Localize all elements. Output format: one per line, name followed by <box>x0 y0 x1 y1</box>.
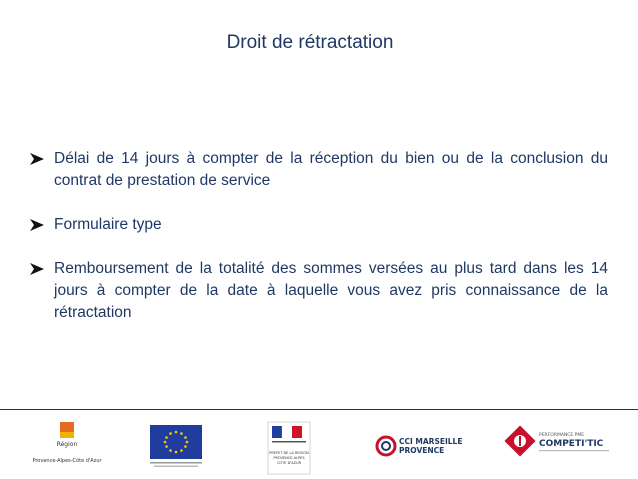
arrow-bullet-icon <box>30 153 44 165</box>
region-label: Région <box>56 441 78 448</box>
bullet-text: Délai de 14 jours à compter de la réception du bien ou de la conclusion du contrat de prestation de service <box>54 150 608 189</box>
competitic-name: COMPETI'TIC <box>539 439 604 449</box>
arrow-bullet-icon <box>30 219 44 231</box>
region-logo <box>26 422 108 470</box>
prefet-line-2: PROVENCE-ALPES <box>273 456 305 460</box>
republique-francaise-logo <box>268 422 310 474</box>
competitic-logo <box>505 426 625 460</box>
cci-marseille-logo <box>376 432 463 460</box>
bullet-item <box>30 148 608 192</box>
cci-name-line-1: CCI MARSEILLE <box>399 437 463 446</box>
eu-flag-icon <box>150 425 202 459</box>
bullet-item <box>30 258 608 324</box>
bullet-text: Remboursement de la totalité des sommes versées au plus tard dans les 14 jours à compter de la date à laquelle vous avez pris connaissance de la rétractation <box>54 260 608 321</box>
arrow-bullet-icon <box>30 263 44 275</box>
region-name: Provence-Alpes-Côte d'Azur <box>32 458 102 464</box>
bullet-item <box>30 214 608 236</box>
prefet-line-1: PREFET DE LA REGION <box>269 451 309 455</box>
cci-name-line-2: PROVENCE <box>399 446 445 455</box>
eu-flag-logo <box>150 425 202 469</box>
bullet-text: Formulaire type <box>54 216 162 233</box>
footer-divider <box>0 409 638 410</box>
competitic-tagline: PERFORMANCE PME <box>539 433 585 438</box>
prefet-line-3: COTE D'AZUR <box>276 461 302 465</box>
bullet-list <box>30 148 608 346</box>
slide-title: Droit de rétractation <box>226 32 394 53</box>
